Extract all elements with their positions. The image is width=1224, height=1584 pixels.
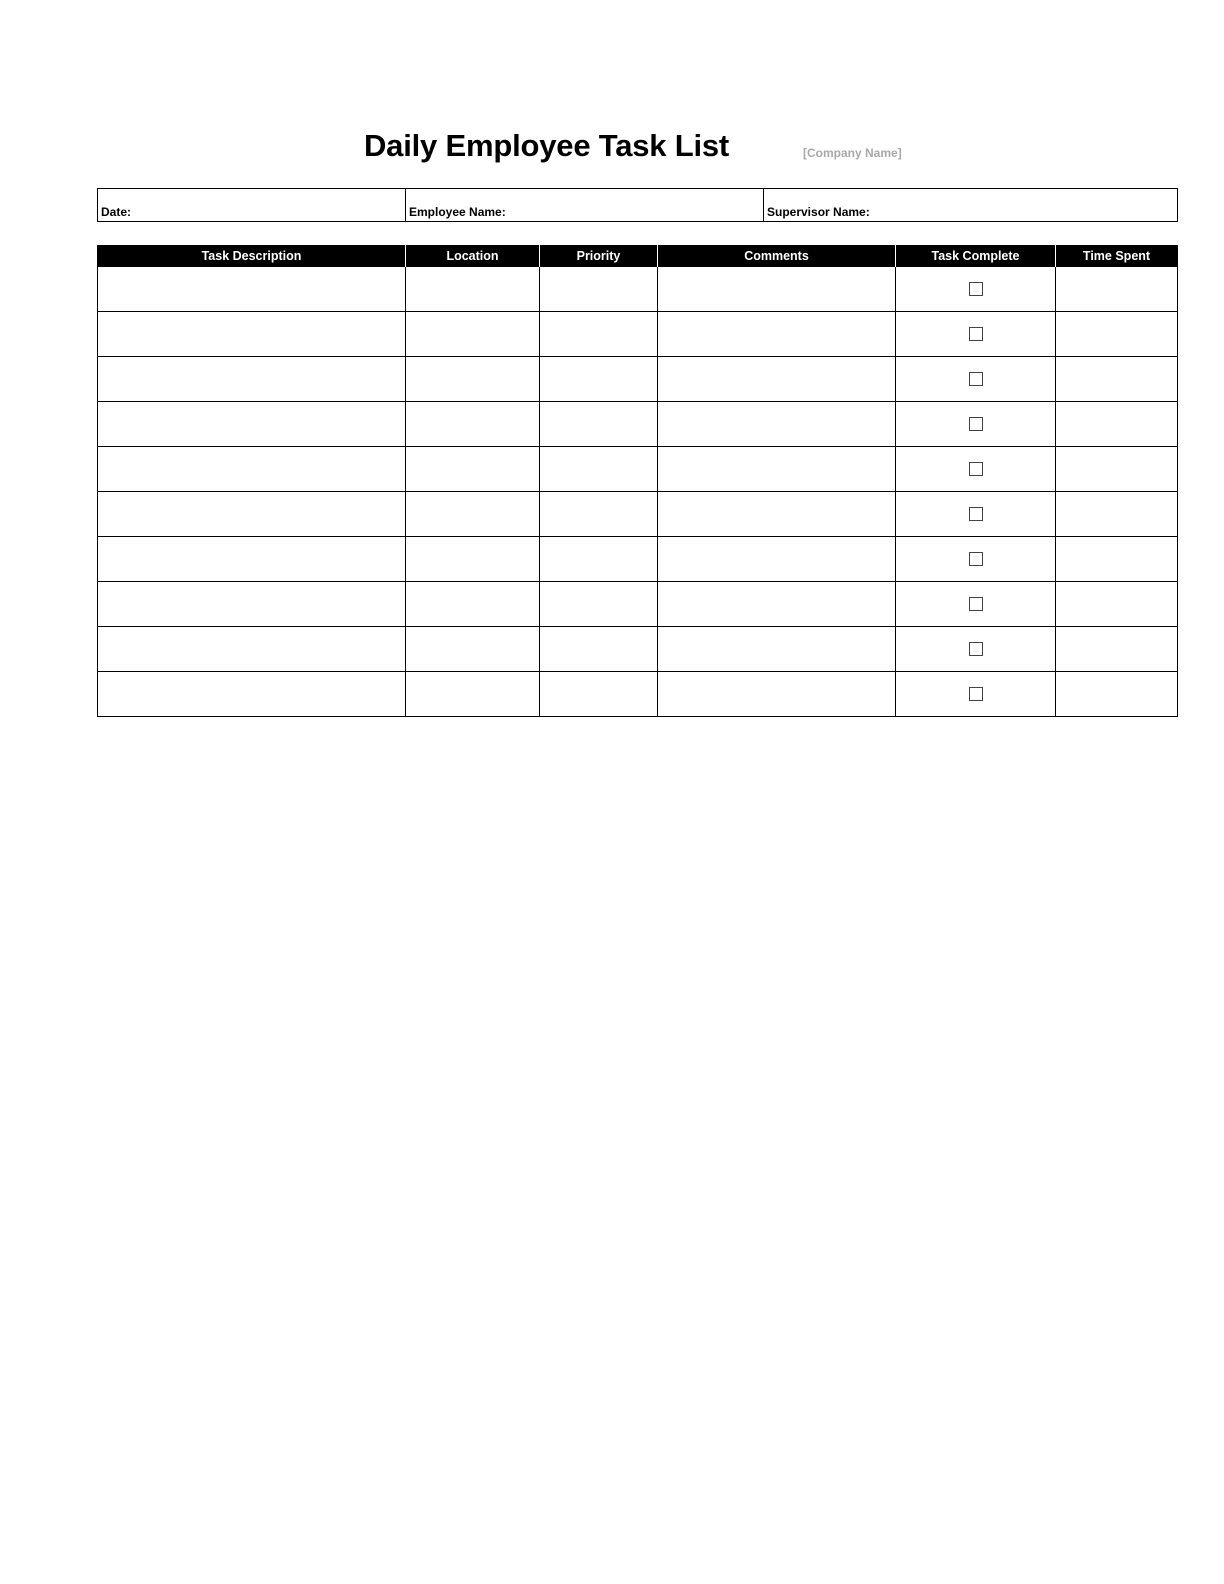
task-complete-cell[interactable] [896, 447, 1056, 492]
location-cell[interactable] [406, 627, 540, 672]
time-spent-cell[interactable] [1056, 627, 1178, 672]
comments-cell[interactable] [658, 582, 896, 627]
column-header-comments: Comments [658, 246, 896, 267]
employee-info-table [97, 188, 1178, 222]
column-header-time-spent: Time Spent [1056, 246, 1178, 267]
priority-cell[interactable] [540, 447, 658, 492]
task-complete-cell[interactable] [896, 357, 1056, 402]
location-cell[interactable] [406, 267, 540, 312]
table-row [98, 582, 1178, 627]
time-spent-cell[interactable] [1056, 447, 1178, 492]
date-label: Date: [101, 205, 132, 219]
task-complete-checkbox[interactable] [969, 552, 983, 566]
comments-cell[interactable] [658, 672, 896, 717]
task-description-cell[interactable] [98, 537, 406, 582]
table-row [98, 402, 1178, 447]
supervisor-name-field[interactable] [764, 189, 1178, 222]
comments-cell[interactable] [658, 267, 896, 312]
table-row [98, 627, 1178, 672]
employee-name-field[interactable] [406, 189, 764, 222]
task-complete-checkbox[interactable] [969, 282, 983, 296]
table-row [98, 537, 1178, 582]
task-complete-checkbox[interactable] [969, 372, 983, 386]
task-description-cell[interactable] [98, 492, 406, 537]
column-header-task-description: Task Description [98, 246, 406, 267]
comments-cell[interactable] [658, 357, 896, 402]
task-complete-cell[interactable] [896, 537, 1056, 582]
task-table-body [98, 267, 1178, 717]
comments-cell[interactable] [658, 312, 896, 357]
table-row [98, 267, 1178, 312]
task-table-header-row [98, 246, 1178, 267]
task-description-cell[interactable] [98, 312, 406, 357]
location-cell[interactable] [406, 447, 540, 492]
priority-cell[interactable] [540, 537, 658, 582]
table-row [98, 492, 1178, 537]
comments-cell[interactable] [658, 627, 896, 672]
priority-cell[interactable] [540, 627, 658, 672]
column-header-location: Location [406, 246, 540, 267]
page-title: Daily Employee Task List [364, 128, 730, 163]
supervisor-name-label: Supervisor Name: [767, 205, 870, 219]
priority-cell[interactable] [540, 672, 658, 717]
company-name-placeholder[interactable]: [Company Name] [803, 146, 902, 160]
employee-name-label: Employee Name: [409, 205, 506, 219]
priority-cell[interactable] [540, 582, 658, 627]
task-description-cell[interactable] [98, 357, 406, 402]
task-table [97, 245, 1178, 717]
comments-cell[interactable] [658, 402, 896, 447]
task-complete-cell[interactable] [896, 267, 1056, 312]
task-complete-checkbox[interactable] [969, 462, 983, 476]
table-row [98, 312, 1178, 357]
priority-cell[interactable] [540, 492, 658, 537]
date-field[interactable] [98, 189, 406, 222]
priority-cell[interactable] [540, 312, 658, 357]
time-spent-cell[interactable] [1056, 582, 1178, 627]
table-row [98, 357, 1178, 402]
task-complete-cell[interactable] [896, 492, 1056, 537]
task-description-cell[interactable] [98, 447, 406, 492]
task-complete-checkbox[interactable] [969, 417, 983, 431]
task-description-cell[interactable] [98, 627, 406, 672]
task-description-cell[interactable] [98, 582, 406, 627]
task-complete-cell[interactable] [896, 402, 1056, 447]
priority-cell[interactable] [540, 267, 658, 312]
task-complete-checkbox[interactable] [969, 507, 983, 521]
time-spent-cell[interactable] [1056, 267, 1178, 312]
task-complete-cell[interactable] [896, 627, 1056, 672]
location-cell[interactable] [406, 357, 540, 402]
task-complete-cell[interactable] [896, 582, 1056, 627]
task-description-cell[interactable] [98, 402, 406, 447]
location-cell[interactable] [406, 537, 540, 582]
time-spent-cell[interactable] [1056, 492, 1178, 537]
task-complete-cell[interactable] [896, 312, 1056, 357]
comments-cell[interactable] [658, 492, 896, 537]
location-cell[interactable] [406, 312, 540, 357]
employee-info-row [98, 189, 1178, 222]
column-header-task-complete: Task Complete [896, 246, 1056, 267]
table-row [98, 672, 1178, 717]
location-cell[interactable] [406, 402, 540, 447]
location-cell[interactable] [406, 582, 540, 627]
task-complete-checkbox[interactable] [969, 642, 983, 656]
priority-cell[interactable] [540, 402, 658, 447]
task-description-cell[interactable] [98, 267, 406, 312]
priority-cell[interactable] [540, 357, 658, 402]
location-cell[interactable] [406, 672, 540, 717]
time-spent-cell[interactable] [1056, 312, 1178, 357]
task-complete-checkbox[interactable] [969, 597, 983, 611]
task-complete-checkbox[interactable] [969, 327, 983, 341]
task-complete-cell[interactable] [896, 672, 1056, 717]
column-header-priority: Priority [540, 246, 658, 267]
time-spent-cell[interactable] [1056, 672, 1178, 717]
task-description-cell[interactable] [98, 672, 406, 717]
task-complete-checkbox[interactable] [969, 687, 983, 701]
location-cell[interactable] [406, 492, 540, 537]
comments-cell[interactable] [658, 447, 896, 492]
time-spent-cell[interactable] [1056, 537, 1178, 582]
table-row [98, 447, 1178, 492]
comments-cell[interactable] [658, 537, 896, 582]
time-spent-cell[interactable] [1056, 402, 1178, 447]
time-spent-cell[interactable] [1056, 357, 1178, 402]
